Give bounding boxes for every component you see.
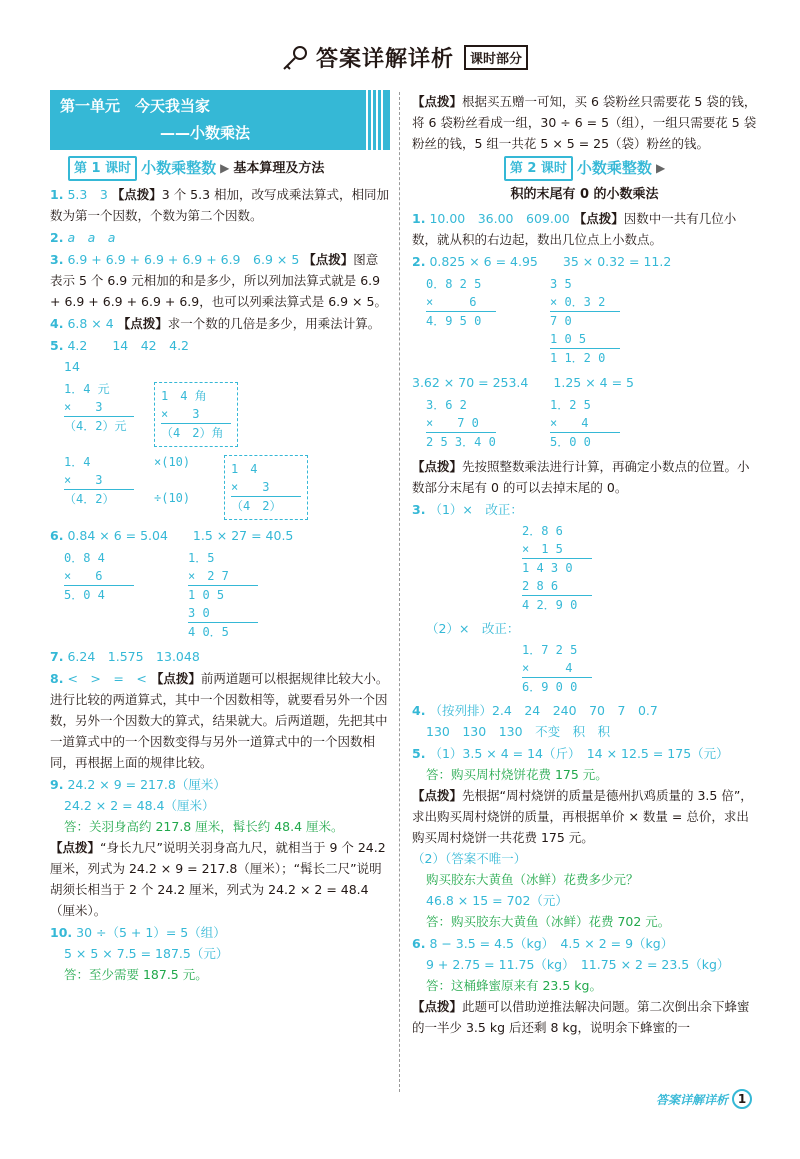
- column-divider: [399, 92, 400, 1092]
- lesson-heading: [68, 156, 390, 181]
- q-answer: （按列排）2.4 24 240 70 7 0.7: [429, 703, 658, 718]
- calc-line: × 2 7: [188, 567, 258, 586]
- q-answer: 5.3 3: [67, 187, 108, 202]
- calc-line: 1．2 5: [550, 398, 591, 412]
- arrow-label: ÷(10): [154, 491, 191, 505]
- arrow-icon: ▶: [220, 161, 230, 175]
- vertical-calc: [188, 549, 258, 641]
- calc-line: 2 8 6: [522, 577, 592, 596]
- q-answer: < > = <: [67, 671, 147, 686]
- q-answer: 0.84 × 6 = 5.04: [67, 528, 168, 543]
- hint-label: 【点拨】: [573, 211, 624, 226]
- vertical-calc: [522, 522, 757, 614]
- calc-line: × 7 0: [426, 414, 496, 433]
- question-10: [50, 922, 390, 985]
- answer-statement: 答：购买胶东大黄鱼（冰鲜）花费 702 元。: [426, 914, 671, 929]
- lesson-badge: 第 2 课时: [504, 156, 573, 181]
- q-number: 5.: [412, 746, 426, 761]
- q-answer-2: 14: [64, 359, 80, 374]
- unit-banner: [50, 90, 390, 150]
- q-number: 8.: [50, 671, 64, 686]
- calc-line: 1．5: [188, 551, 215, 565]
- hint-text: “身长九尺”说明关羽身高九尺，就相当于 9 个 24.2 厘米，列式为 24.2 × 9 = 217.8（厘米）；“髯长二尺”说明胡须长相当于 2 个 24.2 厘米，列式为 24.2 × 2 = 48.4（厘米）。: [50, 840, 386, 918]
- calc-line: 4 0．5: [188, 625, 229, 639]
- question-9: [50, 774, 390, 921]
- q-answer: （1）× 改正：: [429, 502, 523, 517]
- lesson-sub: 积的末尾有 0 的小数乘法: [510, 187, 659, 202]
- calc-line: 1 0 5: [188, 588, 225, 602]
- page-header: [280, 42, 528, 73]
- hint-label: 【点拨】: [50, 840, 101, 855]
- q-number: 6.: [50, 528, 64, 543]
- calc-line: 6．9 0 0: [522, 680, 578, 694]
- calc-line: 1 1．2 0: [550, 351, 606, 365]
- calc-line: × 0．3 2: [550, 293, 620, 312]
- hint-text: 此题可以借助逆推法解决问题。第二次倒出余下蜂蜜的一半少 3.5 kg 后还剩 8 kg，说明余下蜂蜜的一: [412, 999, 750, 1035]
- calc-decimal: [64, 453, 134, 520]
- r-q2-calcs-2: [412, 394, 757, 455]
- calc-line: 3．6 2: [426, 398, 467, 412]
- calc-line: 0．8 4: [64, 551, 105, 565]
- question-2: [50, 227, 390, 248]
- q-answer-2: 35 × 0.32 = 11.2: [562, 254, 672, 269]
- q-answer: （1）3.5 × 4 = 14（斤） 14 × 12.5 = 175（元）: [429, 746, 729, 761]
- question-6: [50, 525, 390, 546]
- answer-statement: 答：购买周村烧饼花费 175 元。: [426, 767, 608, 782]
- question-8: [50, 668, 390, 773]
- r-question-5: [412, 743, 757, 932]
- question-3: [50, 249, 390, 312]
- q-answer-2: 5 × 5 × 7.5 = 187.5（元）: [64, 946, 229, 961]
- hint-text: 根据买五赠一可知，买 6 袋粉丝只需要花 5 袋的钱，将 6 袋粉丝看成一组，30 ÷ 6 = 5（组），一组只需要花 5 袋粉丝的钱，5 组一共花 5 × 5 = 25（袋）粉丝的钱。: [412, 94, 757, 151]
- calc-line: 4 2．9 0: [522, 598, 578, 612]
- left-column: [50, 90, 390, 986]
- question-5: [50, 335, 390, 377]
- question-4: [50, 313, 390, 334]
- hint-text: 图意表示 5 个 6.9 元相加的和是多少，所以列加法算式就是 6.9 + 6.9 + 6.9 + 6.9 + 6.9，也可以列乘法算式是 6.9 × 5。: [50, 252, 387, 309]
- q-answer: 10.00 36.00 609.00: [429, 211, 570, 226]
- vertical-calc: [550, 275, 620, 367]
- page-number: 1: [732, 1089, 752, 1109]
- page-title: 答案详解详析: [316, 47, 455, 72]
- calc-line: 3 0: [188, 604, 258, 623]
- hint-label: 【点拨】: [412, 788, 463, 803]
- q-answer: a a a: [67, 230, 116, 245]
- hint-label: 【点拨】: [150, 671, 201, 686]
- q-answer-2: （2）× 改正：: [426, 621, 520, 636]
- hint-text: 先根据“周村烧饼的质量是德州扒鸡质量的 3.5 倍”，求出购买周村烧饼的质量，再根据单价 × 数量 = 总价，求出购买周村烧饼一共花费 175 元。: [412, 788, 753, 845]
- arrow-icon: ▶: [655, 161, 666, 175]
- r-question-2: [412, 251, 757, 272]
- hint-label: 【点拨】: [117, 316, 168, 331]
- r-q2-row2: [412, 372, 757, 393]
- calc-line: 1．4 元: [64, 382, 110, 396]
- q-number: 6.: [412, 936, 426, 951]
- hint-label: 【点拨】: [303, 252, 354, 267]
- hint-label: 【点拨】: [111, 187, 162, 202]
- diagram-1: [64, 378, 390, 451]
- q-answer: 6.9 + 6.9 + 6.9 + 6.9 + 6.9 6.9 × 5: [67, 252, 300, 267]
- q-answer: 0.825 × 6 = 4.95: [429, 254, 538, 269]
- q-answer-2: 1.5 × 27 = 40.5: [192, 528, 294, 543]
- q-number: 9.: [50, 777, 64, 792]
- q-number: 1.: [412, 211, 426, 226]
- calc-jiao: [154, 382, 238, 447]
- r-q2-hint: [412, 456, 757, 498]
- q-answer: 6.24 1.575 13.048: [67, 649, 200, 664]
- calc-line: 5．0 4: [64, 588, 105, 602]
- hint-text: 3 个 5.3 相加，改写成乘法算式，相同加数为第一个因数，个数为第二个因数。: [50, 187, 390, 223]
- hint-text: 先按照整数乘法进行计算，再确定小数点的位置。小数部分末尾有 0 的可以去掉末尾的 0。: [412, 459, 750, 495]
- q-number: 4.: [50, 316, 64, 331]
- key-icon: [280, 43, 310, 73]
- footer-text: 答案详解详析: [655, 1092, 728, 1107]
- hint-text: 前两道题可以根据规律比较大小。进行比较的两道算式，其中一个因数相等，就要看另外一个因数，另外一个因数大的算式，结果就大。后两道题，先把其中一道算式中的一个因数变得与另外一道算式中的一个因数相同，再根据上面的规律比较。: [50, 671, 389, 770]
- answer-statement: 答：这桶蜂蜜原来有 23.5 kg。: [426, 978, 602, 993]
- q-number: 7.: [50, 649, 64, 664]
- carryover-hint: [412, 91, 757, 154]
- hint-label: 【点拨】: [412, 999, 463, 1014]
- calc-line: 0．8 2 5: [426, 277, 482, 291]
- calc-line: × 6: [64, 567, 134, 586]
- q6-calcs: [50, 547, 390, 645]
- calc-line: 1 4 3 0: [522, 561, 573, 575]
- q-answer-2: 24.2 × 2 = 48.4（厘米）: [64, 798, 215, 813]
- calc-line: 2 5 3．4 0: [426, 435, 496, 449]
- answer-statement: 答：关羽身高约 217.8 厘米，髯长约 48.4 厘米。: [64, 819, 344, 834]
- calc-line: × 3: [64, 471, 134, 490]
- r-question-4: [412, 700, 757, 742]
- calc-line: × 3: [64, 398, 134, 417]
- calc-line: （4．2）: [64, 492, 115, 506]
- q-answer-3: （2）（答案不唯一）: [412, 851, 527, 866]
- diagram-2: [64, 451, 390, 524]
- calc-line: 4．9 5 0: [426, 314, 482, 328]
- q-answer: 30 ÷（5 + 1）= 5（组）: [76, 925, 226, 940]
- question-1: [50, 184, 390, 226]
- page-footer: [656, 1089, 752, 1109]
- calc-yuan: [64, 380, 134, 447]
- calc-line: × 4: [522, 659, 592, 678]
- q-answer: 24.2 × 9 = 217.8（厘米）: [67, 777, 226, 792]
- calc-line: × 3: [231, 478, 301, 497]
- q-number: 10.: [50, 925, 73, 940]
- q-answer: 3.62 × 70 = 253.4: [412, 375, 529, 390]
- q-number: 2.: [50, 230, 64, 245]
- lesson-badge: 第 1 课时: [68, 156, 137, 181]
- hint-text: 因数中一共有几位小数，就从积的右边起，数出几位点上小数点。: [412, 211, 737, 247]
- right-column: [412, 90, 757, 1039]
- calc-line: 1 4: [231, 462, 258, 476]
- calc-line: （4 2）角: [161, 426, 224, 440]
- q-number: 3.: [412, 502, 426, 517]
- vertical-calc: [64, 549, 134, 641]
- banner-stripes: [366, 90, 386, 150]
- calc-line: 1．7 2 5: [522, 643, 578, 657]
- q-answer: 8 − 3.5 = 4.5（kg） 4.5 × 2 = 9（kg）: [429, 936, 674, 951]
- calc-line: 7 0: [550, 314, 572, 328]
- r-question-3: [412, 499, 757, 520]
- calc-line: × 3: [161, 405, 231, 424]
- question-7: [50, 646, 390, 667]
- q-number: 5.: [50, 338, 64, 353]
- q-answer-2: 9 + 2.75 = 11.75（kg） 11.75 × 2 = 23.5（kg）: [426, 957, 730, 972]
- q-number: 4.: [412, 703, 426, 718]
- arrow-label: ×(10): [154, 455, 191, 469]
- lesson-topic: 小数乘整数: [141, 159, 217, 177]
- calc-line: （4 2）: [231, 499, 282, 513]
- title-tag: 课时部分: [464, 45, 528, 70]
- q-answer: 6.8 × 4: [67, 316, 114, 331]
- unit-subtitle: ——小数乘法: [160, 124, 251, 142]
- calc-line: × 1 5: [522, 540, 592, 559]
- vertical-calc: [426, 275, 496, 367]
- lesson-heading-2: [412, 156, 757, 181]
- arrow-labels: [154, 453, 204, 520]
- r-question-1: [412, 208, 757, 250]
- calc-line: 1 0 5: [550, 330, 620, 349]
- answer-statement: 答：至少需要 187.5 元。: [64, 967, 208, 982]
- calc-line: 3 5: [550, 277, 572, 291]
- lesson-sub: 基本算理及方法: [233, 161, 325, 176]
- q-answer-2: 130 130 130 不变 积 积: [426, 724, 611, 739]
- calc-line: 5．0 0: [550, 435, 591, 449]
- unit-title: 第一单元 今天我当家: [60, 97, 211, 115]
- q-number: 2.: [412, 254, 426, 269]
- question-text: 购买胶东大黄鱼（冰鲜）花费多少元？: [426, 872, 639, 887]
- hint-label: 【点拨】: [412, 94, 463, 109]
- hint-text: 求一个数的几倍是多少，用乘法计算。: [167, 316, 381, 331]
- hint-label: 【点拨】: [412, 459, 463, 474]
- calc-line: × 6: [426, 293, 496, 312]
- lesson-topic: 小数乘整数: [576, 159, 652, 177]
- q-number: 1.: [50, 187, 64, 202]
- calc-line: 1 4 角: [161, 389, 207, 403]
- vertical-calc: [426, 396, 496, 451]
- q-answer-2: 1.25 × 4 = 5: [553, 375, 634, 390]
- q-number: 3.: [50, 252, 64, 267]
- calc-line: × 4: [550, 414, 620, 433]
- q-answer-4: 46.8 × 15 = 702（元）: [426, 893, 568, 908]
- calc-integer: [224, 455, 308, 520]
- calc-line: 2．8 6: [522, 524, 563, 538]
- r-q2-calcs-1: [412, 273, 757, 371]
- calc-line: 1．4: [64, 455, 91, 469]
- vertical-calc: [522, 641, 757, 696]
- q-answer: 4.2 14 42 4.2: [67, 338, 190, 353]
- r-question-6: [412, 933, 757, 1038]
- vertical-calc: [550, 396, 620, 451]
- calc-line: （4．2）元: [64, 419, 127, 433]
